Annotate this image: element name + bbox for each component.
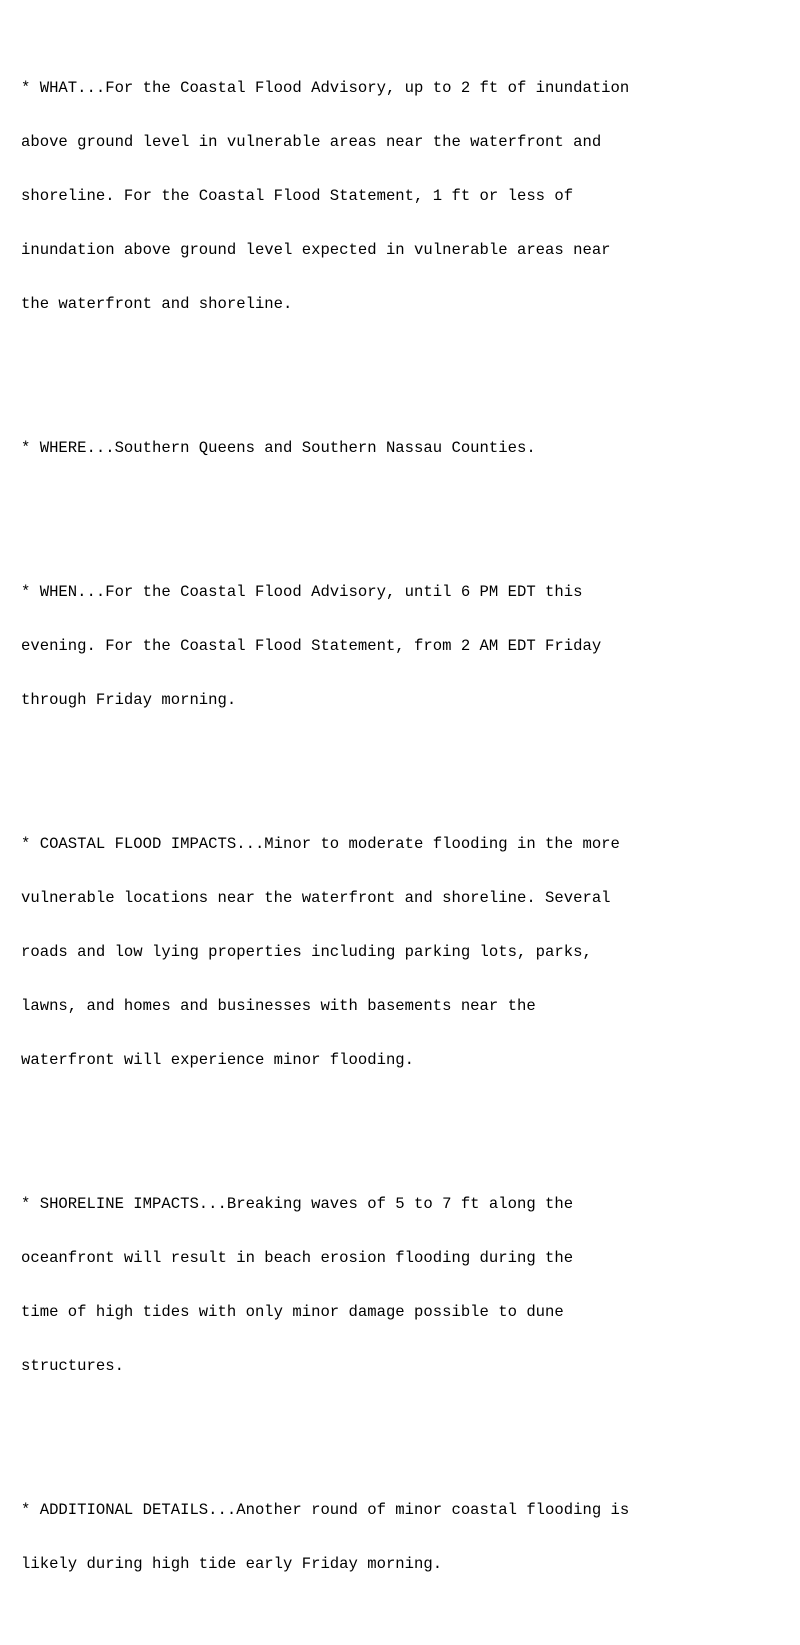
impacts-line-1: * COASTAL FLOOD IMPACTS...Minor to moderate flooding in the more — [21, 835, 620, 853]
coastal-flood-impacts-section — [21, 799, 629, 1105]
impacts-line-4: lawns, and homes and businesses with basements near the — [21, 997, 536, 1015]
impacts-line-3: roads and low lying properties including parking lots, parks, — [21, 943, 592, 961]
shoreline-line-1: * SHORELINE IMPACTS...Breaking waves of 5 to 7 ft along the — [21, 1195, 574, 1213]
where-section — [21, 403, 629, 493]
impacts-line-5: waterfront will experience minor flooding. — [21, 1051, 415, 1069]
where-line-1: * WHERE...Southern Queens and Southern Nassau Counties. — [21, 439, 536, 457]
what-line-3: shoreline. For the Coastal Flood Statement, 1 ft or less of — [21, 187, 574, 205]
when-section — [21, 547, 629, 745]
shoreline-line-3: time of high tides with only minor damage possible to dune — [21, 1303, 564, 1321]
when-line-2: evening. For the Coastal Flood Statement, from 2 AM EDT Friday — [21, 637, 602, 655]
shoreline-line-4: structures. — [21, 1357, 124, 1375]
coastal-flood-bulletin — [21, 7, 629, 1645]
when-line-1: * WHEN...For the Coastal Flood Advisory, until 6 PM EDT this — [21, 583, 583, 601]
shoreline-line-2: oceanfront will result in beach erosion flooding during the — [21, 1249, 574, 1267]
what-line-1: * WHAT...For the Coastal Flood Advisory, up to 2 ft of inundation — [21, 79, 630, 97]
when-line-3: through Friday morning. — [21, 691, 237, 709]
what-line-4: inundation above ground level expected in vulnerable areas near — [21, 241, 611, 259]
impacts-line-2: vulnerable locations near the waterfront and shoreline. Several — [21, 889, 611, 907]
details-line-2: likely during high tide early Friday morning. — [21, 1555, 443, 1573]
shoreline-impacts-section — [21, 1159, 629, 1411]
what-line-5: the waterfront and shoreline. — [21, 295, 293, 313]
what-line-2: above ground level in vulnerable areas near the waterfront and — [21, 133, 602, 151]
details-line-1: * ADDITIONAL DETAILS...Another round of minor coastal flooding is — [21, 1501, 630, 1519]
what-section — [21, 43, 629, 349]
additional-details-section — [21, 1465, 629, 1609]
